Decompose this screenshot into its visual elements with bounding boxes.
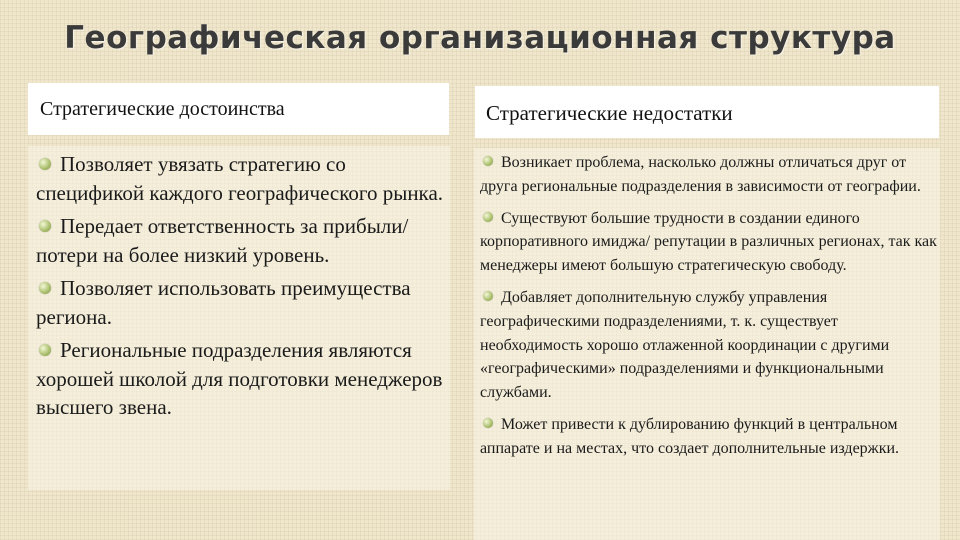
- bullet-icon: [483, 418, 493, 428]
- bullet-icon: [483, 156, 493, 166]
- bullet-icon: [39, 220, 51, 232]
- page-title: Географическая организационная структура: [64, 20, 896, 56]
- item-text: Добавляет дополнительную службу управления географическими подразделениями, т. к. существует необходимость хорошо отлаженной координации с другими «географическими» подразделениями и функциональными службами.: [480, 288, 890, 402]
- list-item: [480, 286, 940, 405]
- bullet-icon: [39, 158, 51, 170]
- item-text: Региональные подразделения являются хорошей школой для подготовки менеджеров высшего звена.: [36, 338, 443, 419]
- item-text: Позволяет увязать стратегию со спецификой каждого географического рынка.: [36, 152, 444, 205]
- item-text: Возникает проблема, насколько должны отличаться друг от друга региональные подразделения в зависимости от географии.: [480, 154, 921, 195]
- list-item: [480, 413, 940, 461]
- list-item: [480, 151, 940, 199]
- item-text: Позволяет использовать преимущества региона.: [36, 276, 411, 329]
- advantages-list: [28, 146, 450, 490]
- bullet-icon: [39, 282, 51, 294]
- disadvantages-header: Стратегические недостатки: [475, 86, 939, 138]
- list-item: [36, 212, 450, 269]
- bullet-icon: [39, 344, 51, 356]
- list-item: [36, 274, 450, 331]
- list-item: [36, 336, 450, 422]
- item-text: Может привести к дублированию функций в центральном аппарате и на местах, что создает дополнительные издержки.: [480, 415, 900, 457]
- advantages-header: Стратегические достоинства: [28, 83, 449, 135]
- list-item: [480, 207, 940, 278]
- bullet-icon: [483, 291, 493, 301]
- bullet-icon: [483, 212, 493, 222]
- list-item: [36, 150, 450, 207]
- disadvantages-list: [474, 148, 940, 540]
- item-text: Передает ответственность за прибыли/ потери на более низкий уровень.: [36, 214, 409, 267]
- item-text: Существуют большие трудности в создании единого корпоративного имиджа/ репутации в различных регионах, так как менеджеры имеют большую стратегическую свободу.: [480, 209, 937, 275]
